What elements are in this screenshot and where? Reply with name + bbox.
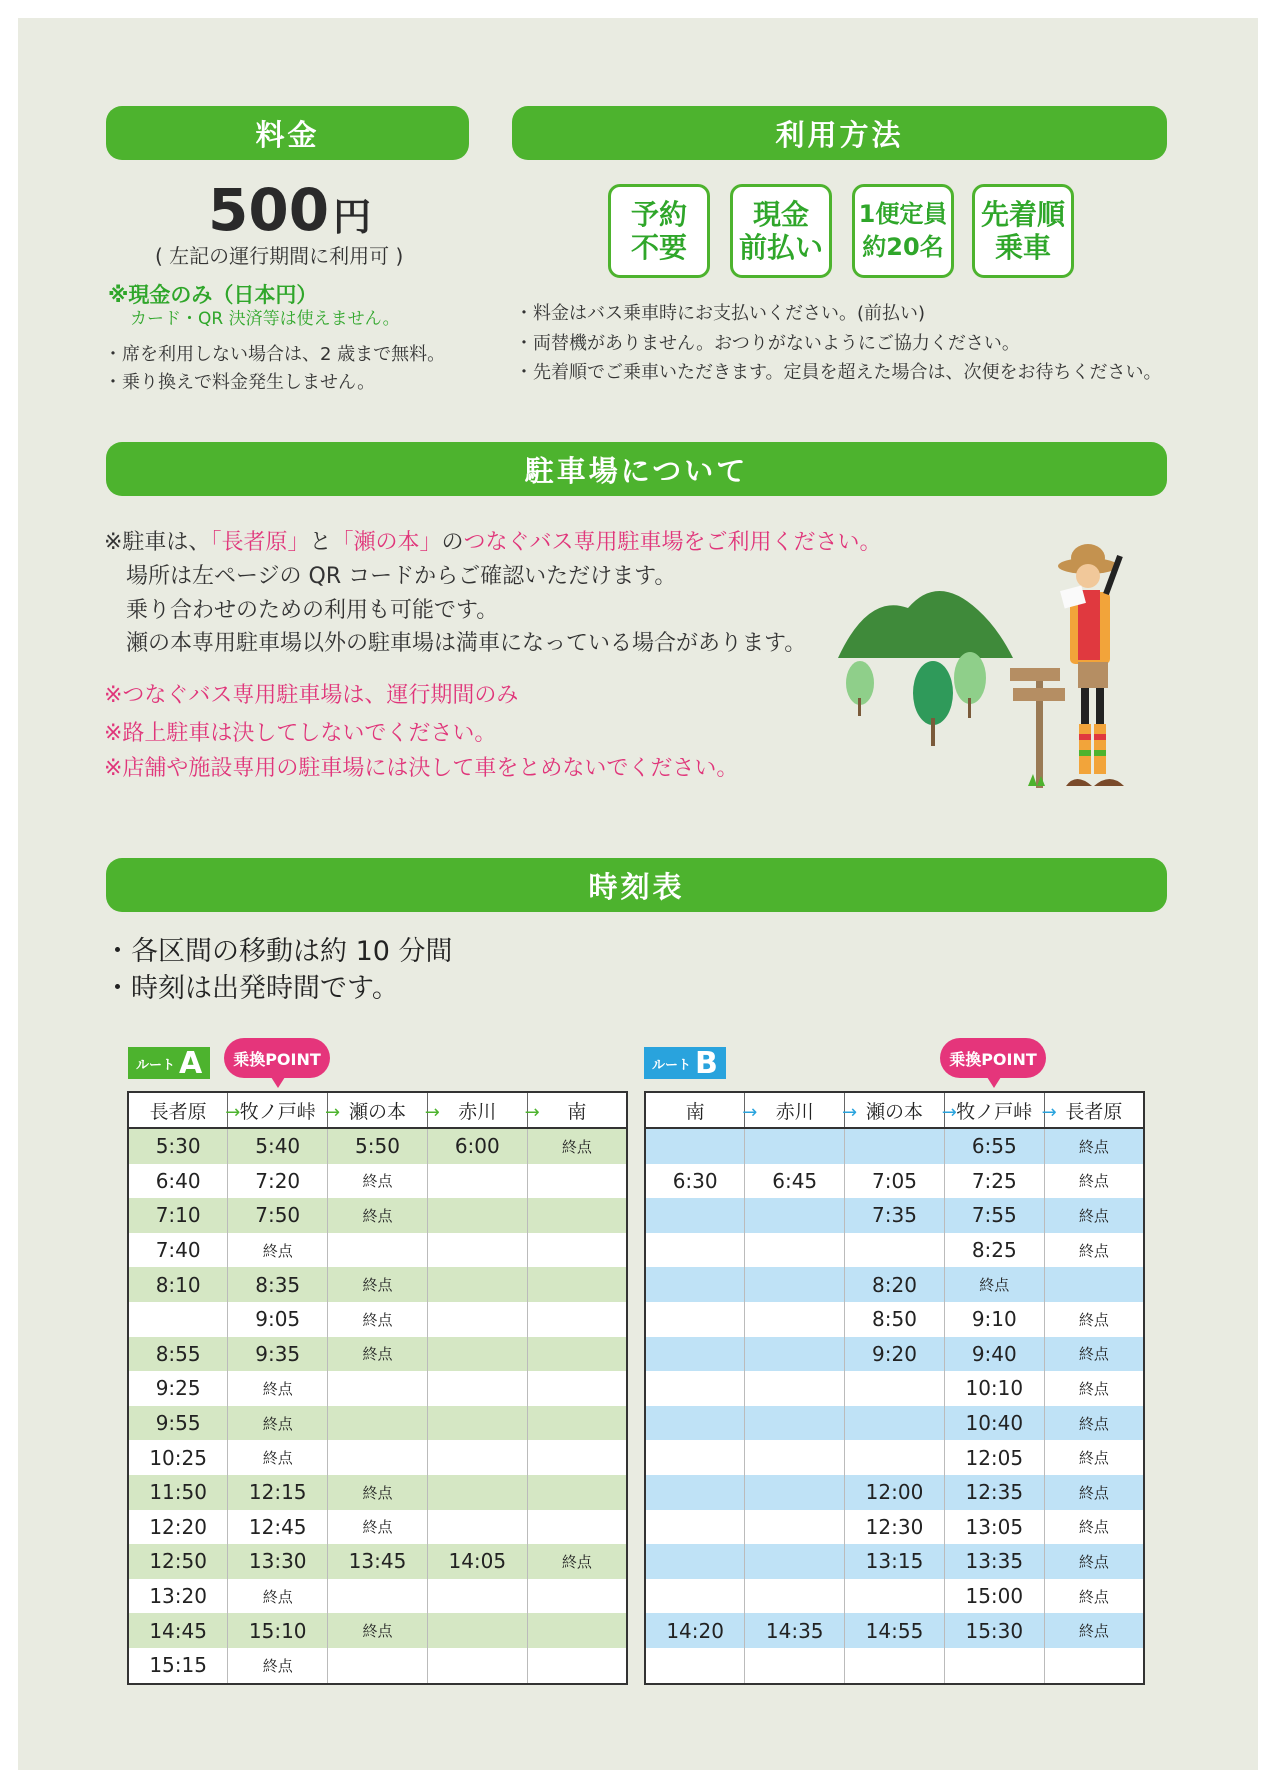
terminus-cell: 終点 bbox=[1044, 1475, 1144, 1510]
table-row bbox=[645, 1337, 1144, 1372]
terminus-cell: 終点 bbox=[228, 1440, 328, 1475]
table-row bbox=[128, 1579, 627, 1614]
stop-name: 南 bbox=[567, 1100, 587, 1123]
parking-instruction: つなぐバス専用駐車場をご利用ください。 bbox=[463, 530, 882, 555]
terminus-cell: 終点 bbox=[1044, 1406, 1144, 1441]
time-cell: 13:35 bbox=[944, 1544, 1044, 1579]
stop-header bbox=[424, 1092, 540, 1128]
time-cell bbox=[427, 1198, 527, 1233]
time-cell: 8:50 bbox=[845, 1302, 945, 1337]
time-cell: 12:35 bbox=[944, 1475, 1044, 1510]
terminus-cell: 終点 bbox=[1044, 1371, 1144, 1406]
time-cell bbox=[745, 1440, 845, 1475]
table-row bbox=[128, 1510, 627, 1545]
time-cell bbox=[427, 1406, 527, 1441]
time-cell bbox=[527, 1406, 627, 1441]
time-cell bbox=[427, 1233, 527, 1268]
terminus-cell: 終点 bbox=[328, 1475, 428, 1510]
terminus-cell: 終点 bbox=[1044, 1198, 1144, 1233]
time-cell bbox=[527, 1371, 627, 1406]
time-cell bbox=[427, 1302, 527, 1337]
time-cell bbox=[427, 1267, 527, 1302]
time-cell: 15:30 bbox=[944, 1613, 1044, 1648]
time-cell: 8:55 bbox=[128, 1337, 228, 1372]
table-row bbox=[645, 1302, 1144, 1337]
transfer-point-a: 乗換POINT bbox=[224, 1038, 330, 1078]
table-row bbox=[645, 1613, 1144, 1648]
parking-text: ※駐車は、 bbox=[104, 530, 211, 555]
stop-header bbox=[128, 1092, 241, 1128]
time-cell bbox=[427, 1613, 527, 1648]
time-cell bbox=[745, 1302, 845, 1337]
parking-line-2: 場所は左ページの QR コードからご確認いただけます。 bbox=[126, 564, 677, 589]
stop-header bbox=[645, 1092, 758, 1128]
table-row bbox=[645, 1267, 1144, 1302]
parking-warning-1: ※つなぐバス専用駐車場は、運行期間のみ bbox=[104, 683, 519, 708]
badge-line: 先着順 bbox=[980, 198, 1065, 231]
stop-header bbox=[328, 1092, 440, 1128]
time-cell: 12:00 bbox=[845, 1475, 945, 1510]
terminus-cell: 終点 bbox=[228, 1371, 328, 1406]
time-cell: 8:20 bbox=[845, 1267, 945, 1302]
table-row bbox=[645, 1406, 1144, 1441]
terminus-cell: 終点 bbox=[1044, 1510, 1144, 1545]
fare-amount: 500 bbox=[208, 176, 330, 244]
table-row bbox=[128, 1406, 627, 1441]
badge-cash-prepay bbox=[730, 184, 832, 278]
time-cell bbox=[1044, 1648, 1144, 1684]
time-cell: 9:40 bbox=[944, 1337, 1044, 1372]
time-cell bbox=[745, 1337, 845, 1372]
time-cell bbox=[1044, 1267, 1144, 1302]
time-cell: 7:20 bbox=[228, 1164, 328, 1199]
parking-warning-2: ※路上駐車は決してしないでください。 bbox=[104, 721, 497, 746]
terminus-cell: 終点 bbox=[527, 1544, 627, 1579]
time-cell bbox=[645, 1337, 745, 1372]
time-cell bbox=[845, 1371, 945, 1406]
terminus-cell: 終点 bbox=[527, 1128, 627, 1164]
parking-text: と bbox=[309, 530, 332, 555]
time-cell: 8:25 bbox=[944, 1233, 1044, 1268]
stop-senomoto: 「瀬の本」 bbox=[331, 530, 442, 555]
time-cell: 13:45 bbox=[328, 1544, 428, 1579]
time-cell bbox=[845, 1406, 945, 1441]
time-cell bbox=[745, 1579, 845, 1614]
time-cell: 6:45 bbox=[745, 1164, 845, 1199]
time-cell: 14:55 bbox=[845, 1613, 945, 1648]
time-cell bbox=[527, 1579, 627, 1614]
stop-header bbox=[941, 1092, 1057, 1128]
route-b-timetable bbox=[644, 1091, 1145, 1685]
time-cell: 13:20 bbox=[128, 1579, 228, 1614]
time-cell bbox=[527, 1164, 627, 1199]
terminus-cell: 終点 bbox=[1044, 1233, 1144, 1268]
terminus-cell: 終点 bbox=[328, 1267, 428, 1302]
stop-name: 赤川 bbox=[775, 1100, 814, 1123]
cash-only-note: ※現金のみ（日本円） bbox=[108, 283, 318, 307]
time-cell bbox=[845, 1128, 945, 1164]
fare-unit: 円 bbox=[333, 195, 372, 239]
stop-header bbox=[745, 1092, 858, 1128]
time-cell: 5:50 bbox=[328, 1128, 428, 1164]
hiker-illustration bbox=[838, 518, 1148, 818]
time-cell: 9:20 bbox=[845, 1337, 945, 1372]
time-cell bbox=[745, 1475, 845, 1510]
terminus-cell: 終点 bbox=[1044, 1128, 1144, 1164]
time-cell: 10:40 bbox=[944, 1406, 1044, 1441]
time-cell: 15:00 bbox=[944, 1579, 1044, 1614]
table-row bbox=[128, 1164, 627, 1199]
stop-header bbox=[845, 1092, 957, 1128]
stop-name: 瀬の本 bbox=[865, 1100, 923, 1123]
table-row bbox=[128, 1648, 627, 1684]
time-cell: 10:10 bbox=[944, 1371, 1044, 1406]
route-b-stops-row bbox=[645, 1092, 1144, 1128]
terminus-cell: 終点 bbox=[1044, 1337, 1144, 1372]
usage-note-3: ・先着順でご乗車いただきます。定員を超えた場合は、次便をお待ちください。 bbox=[515, 362, 1162, 383]
parking-header: 駐車場について bbox=[106, 442, 1167, 496]
time-cell: 14:20 bbox=[645, 1613, 745, 1648]
time-cell bbox=[745, 1371, 845, 1406]
time-cell bbox=[645, 1406, 745, 1441]
parking-warning-3: ※店舗や施設専用の駐車場には決して車をとめないでください。 bbox=[104, 756, 739, 781]
terminus-cell: 終点 bbox=[1044, 1544, 1144, 1579]
usage-header: 利用方法 bbox=[512, 106, 1167, 160]
table-row bbox=[128, 1302, 627, 1337]
stop-name: 長者原 bbox=[149, 1100, 207, 1123]
time-cell: 14:45 bbox=[128, 1613, 228, 1648]
table-row bbox=[645, 1510, 1144, 1545]
time-cell: 8:10 bbox=[128, 1267, 228, 1302]
stop-header bbox=[228, 1092, 341, 1128]
time-cell bbox=[745, 1406, 845, 1441]
badge-line: 予約 bbox=[630, 198, 687, 231]
badge-first-come bbox=[972, 184, 1074, 278]
arrow-right-icon: → bbox=[524, 1102, 540, 1123]
time-cell: 9:35 bbox=[228, 1337, 328, 1372]
time-cell bbox=[427, 1475, 527, 1510]
table-row bbox=[128, 1337, 627, 1372]
time-cell bbox=[645, 1510, 745, 1545]
stop-header bbox=[524, 1092, 627, 1128]
time-cell bbox=[645, 1544, 745, 1579]
table-row bbox=[128, 1613, 627, 1648]
time-cell: 6:55 bbox=[944, 1128, 1044, 1164]
time-cell bbox=[527, 1233, 627, 1268]
time-cell bbox=[328, 1648, 428, 1684]
time-cell: 7:35 bbox=[845, 1198, 945, 1233]
arrow-right-icon: → bbox=[225, 1102, 241, 1123]
time-cell bbox=[845, 1579, 945, 1614]
terminus-cell: 終点 bbox=[328, 1198, 428, 1233]
route-tag-letter: B bbox=[695, 1045, 718, 1081]
stop-name: 牧ノ戸峠 bbox=[956, 1100, 1033, 1123]
arrow-right-icon: → bbox=[1041, 1102, 1057, 1123]
terminus-cell: 終点 bbox=[944, 1267, 1044, 1302]
time-cell: 7:50 bbox=[228, 1198, 328, 1233]
arrow-right-icon: → bbox=[842, 1102, 858, 1123]
time-cell bbox=[845, 1648, 945, 1684]
time-cell bbox=[745, 1233, 845, 1268]
time-cell: 13:15 bbox=[845, 1544, 945, 1579]
terminus-cell: 終点 bbox=[228, 1406, 328, 1441]
time-cell bbox=[645, 1648, 745, 1684]
terminus-cell: 終点 bbox=[228, 1579, 328, 1614]
arrow-right-icon: → bbox=[424, 1102, 440, 1123]
route-b-tag bbox=[644, 1047, 726, 1079]
time-cell: 11:50 bbox=[128, 1475, 228, 1510]
time-cell: 12:30 bbox=[845, 1510, 945, 1545]
time-cell: 15:10 bbox=[228, 1613, 328, 1648]
table-row bbox=[645, 1198, 1144, 1233]
time-cell bbox=[645, 1475, 745, 1510]
table-row bbox=[128, 1233, 627, 1268]
time-cell: 12:45 bbox=[228, 1510, 328, 1545]
time-cell bbox=[328, 1371, 428, 1406]
time-cell: 7:55 bbox=[944, 1198, 1044, 1233]
terminus-cell: 終点 bbox=[328, 1337, 428, 1372]
time-cell bbox=[328, 1233, 428, 1268]
time-cell: 13:30 bbox=[228, 1544, 328, 1579]
time-cell bbox=[427, 1510, 527, 1545]
time-cell bbox=[845, 1233, 945, 1268]
fare-note-2: ・乗り換えで料金発生しません。 bbox=[104, 372, 376, 393]
table-row bbox=[645, 1233, 1144, 1268]
usage-note-1: ・料金はバス乗車時にお支払いください。(前払い) bbox=[515, 303, 926, 324]
timetable-header: 時刻表 bbox=[106, 858, 1167, 912]
terminus-cell: 終点 bbox=[328, 1302, 428, 1337]
time-cell: 5:30 bbox=[128, 1128, 228, 1164]
time-cell bbox=[427, 1648, 527, 1684]
time-cell bbox=[645, 1128, 745, 1164]
table-row bbox=[645, 1440, 1144, 1475]
time-cell bbox=[527, 1648, 627, 1684]
terminus-cell: 終点 bbox=[1044, 1302, 1144, 1337]
time-cell bbox=[527, 1475, 627, 1510]
stop-name: 牧ノ戸峠 bbox=[239, 1100, 316, 1123]
time-cell: 9:25 bbox=[128, 1371, 228, 1406]
terminus-cell: 終点 bbox=[328, 1164, 428, 1199]
time-cell bbox=[427, 1579, 527, 1614]
table-row bbox=[645, 1475, 1144, 1510]
route-a-stops-row bbox=[128, 1092, 627, 1128]
time-cell bbox=[527, 1440, 627, 1475]
time-cell: 12:15 bbox=[228, 1475, 328, 1510]
time-cell bbox=[745, 1198, 845, 1233]
terminus-cell: 終点 bbox=[328, 1613, 428, 1648]
time-cell bbox=[745, 1510, 845, 1545]
badge-line: 現金 bbox=[752, 198, 809, 231]
table-row bbox=[645, 1128, 1144, 1164]
time-cell bbox=[645, 1371, 745, 1406]
table-row bbox=[128, 1128, 627, 1164]
route-a-timetable bbox=[127, 1091, 628, 1685]
time-cell bbox=[427, 1164, 527, 1199]
table-row bbox=[128, 1440, 627, 1475]
time-cell: 9:55 bbox=[128, 1406, 228, 1441]
time-cell bbox=[745, 1128, 845, 1164]
time-cell: 12:20 bbox=[128, 1510, 228, 1545]
table-row bbox=[645, 1579, 1144, 1614]
time-cell bbox=[527, 1198, 627, 1233]
time-cell: 14:35 bbox=[745, 1613, 845, 1648]
time-cell bbox=[527, 1267, 627, 1302]
time-cell bbox=[427, 1337, 527, 1372]
time-cell: 7:05 bbox=[845, 1164, 945, 1199]
table-row bbox=[128, 1371, 627, 1406]
table-row bbox=[645, 1648, 1144, 1684]
badge-line: 不要 bbox=[630, 231, 687, 264]
time-cell: 15:15 bbox=[128, 1648, 228, 1684]
time-cell bbox=[645, 1267, 745, 1302]
badge-line: 約20名 bbox=[862, 233, 944, 261]
stop-name: 長者原 bbox=[1065, 1100, 1123, 1123]
parking-text: の bbox=[441, 530, 464, 555]
stop-name: 南 bbox=[685, 1100, 705, 1123]
route-tag-small: ルート bbox=[136, 1057, 176, 1073]
table-row bbox=[128, 1198, 627, 1233]
badge-line: 1便定員 bbox=[858, 200, 948, 228]
table-row bbox=[128, 1544, 627, 1579]
time-cell bbox=[328, 1406, 428, 1441]
transfer-point-b: 乗換POINT bbox=[940, 1038, 1046, 1078]
badge-capacity bbox=[852, 184, 954, 278]
time-cell: 7:10 bbox=[128, 1198, 228, 1233]
time-cell: 10:25 bbox=[128, 1440, 228, 1475]
terminus-cell: 終点 bbox=[328, 1510, 428, 1545]
stop-name: 瀬の本 bbox=[348, 1100, 406, 1123]
fare-period-note: ( 左記の運行期間に利用可 ) bbox=[155, 244, 404, 268]
arrow-right-icon: → bbox=[325, 1102, 341, 1123]
time-cell: 7:40 bbox=[128, 1233, 228, 1268]
terminus-cell: 終点 bbox=[1044, 1164, 1144, 1199]
no-card-note: カード・QR 決済等は使えません。 bbox=[130, 309, 400, 329]
time-cell: 12:05 bbox=[944, 1440, 1044, 1475]
time-cell: 13:05 bbox=[944, 1510, 1044, 1545]
time-cell bbox=[645, 1302, 745, 1337]
time-cell: 5:40 bbox=[228, 1128, 328, 1164]
time-cell bbox=[527, 1613, 627, 1648]
time-cell: 12:50 bbox=[128, 1544, 228, 1579]
fare-note-1: ・席を利用しない場合は、2 歳まで無料。 bbox=[104, 344, 446, 365]
time-cell bbox=[527, 1337, 627, 1372]
table-row bbox=[128, 1267, 627, 1302]
time-cell bbox=[427, 1371, 527, 1406]
time-cell bbox=[645, 1440, 745, 1475]
timetable-note-2: ・時刻は出発時間です。 bbox=[104, 973, 399, 1004]
time-cell bbox=[645, 1579, 745, 1614]
time-cell bbox=[427, 1440, 527, 1475]
terminus-cell: 終点 bbox=[1044, 1440, 1144, 1475]
arrow-right-icon: → bbox=[941, 1102, 957, 1123]
badge-line: 前払い bbox=[738, 231, 823, 264]
time-cell bbox=[845, 1440, 945, 1475]
time-cell: 9:05 bbox=[228, 1302, 328, 1337]
time-cell bbox=[128, 1302, 228, 1337]
terminus-cell: 終点 bbox=[228, 1648, 328, 1684]
time-cell bbox=[645, 1198, 745, 1233]
time-cell: 7:25 bbox=[944, 1164, 1044, 1199]
time-cell bbox=[944, 1648, 1044, 1684]
time-cell bbox=[745, 1544, 845, 1579]
time-cell: 8:35 bbox=[228, 1267, 328, 1302]
time-cell: 6:40 bbox=[128, 1164, 228, 1199]
time-cell: 6:30 bbox=[645, 1164, 745, 1199]
route-tag-letter: A bbox=[179, 1045, 203, 1081]
badge-no-reservation bbox=[608, 184, 710, 278]
table-row bbox=[128, 1475, 627, 1510]
stop-chojabaru: 「長者原」 bbox=[210, 530, 310, 555]
time-cell bbox=[745, 1267, 845, 1302]
time-cell: 6:00 bbox=[427, 1128, 527, 1164]
time-cell bbox=[527, 1302, 627, 1337]
terminus-cell: 終点 bbox=[1044, 1613, 1144, 1648]
fare-header: 料金 bbox=[106, 106, 469, 160]
time-cell bbox=[745, 1648, 845, 1684]
table-row bbox=[645, 1164, 1144, 1199]
parking-line-4: 瀬の本専用駐車場以外の駐車場は満車になっている場合があります。 bbox=[126, 631, 807, 656]
stop-header bbox=[1041, 1092, 1144, 1128]
time-cell bbox=[645, 1233, 745, 1268]
terminus-cell: 終点 bbox=[228, 1233, 328, 1268]
badge-line: 乗車 bbox=[994, 231, 1051, 264]
parking-line-1 bbox=[104, 526, 882, 559]
time-cell: 9:10 bbox=[944, 1302, 1044, 1337]
route-a-tag bbox=[128, 1047, 210, 1079]
timetable-note-1: ・各区間の移動は約 10 分間 bbox=[104, 936, 453, 967]
time-cell bbox=[328, 1579, 428, 1614]
stop-name: 赤川 bbox=[458, 1100, 497, 1123]
time-cell: 14:05 bbox=[427, 1544, 527, 1579]
fare-price bbox=[208, 176, 371, 244]
usage-note-2: ・両替機がありません。おつりがないようにご協力ください。 bbox=[515, 333, 1020, 354]
table-row bbox=[645, 1371, 1144, 1406]
terminus-cell: 終点 bbox=[1044, 1579, 1144, 1614]
time-cell bbox=[527, 1510, 627, 1545]
arrow-right-icon: → bbox=[742, 1102, 758, 1123]
table-row bbox=[645, 1544, 1144, 1579]
time-cell bbox=[328, 1440, 428, 1475]
route-tag-small: ルート bbox=[652, 1057, 692, 1073]
parking-line-3: 乗り合わせのための利用も可能です。 bbox=[126, 598, 499, 623]
